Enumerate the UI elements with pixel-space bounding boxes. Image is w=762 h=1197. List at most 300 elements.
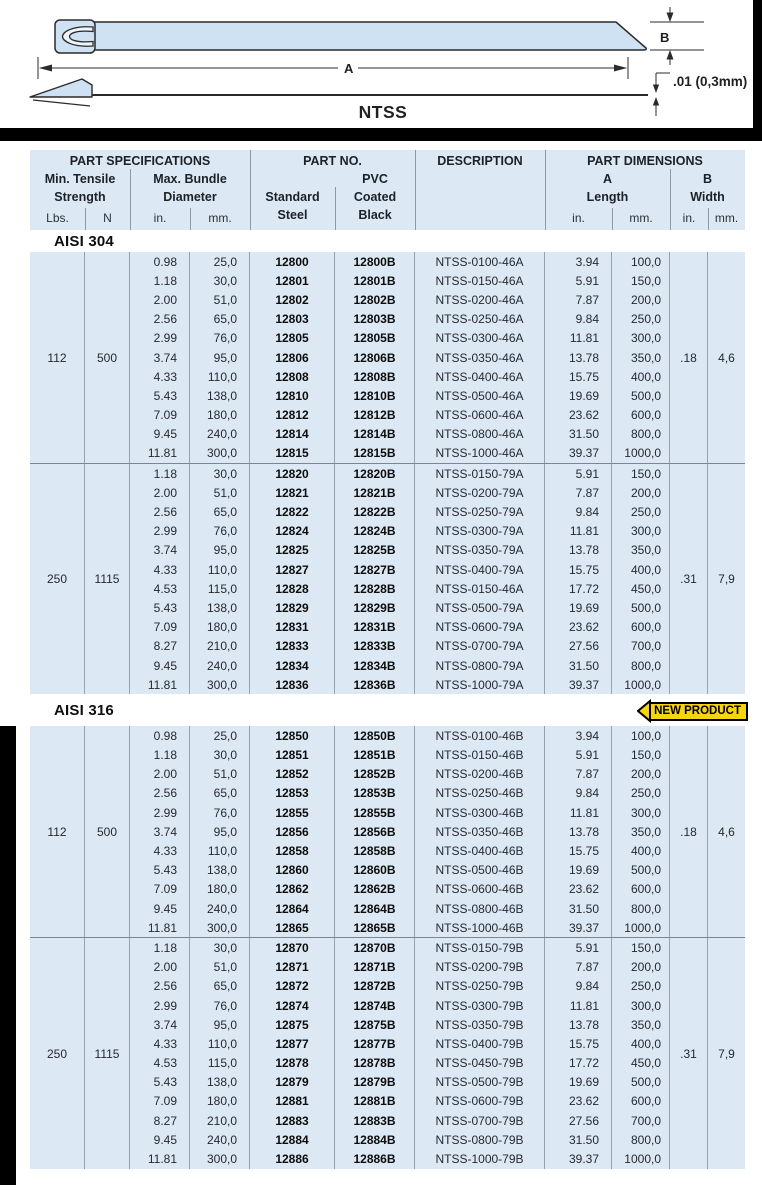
tensile-strength-lbs: 112 bbox=[30, 252, 85, 463]
description: NTSS-0100-46A bbox=[415, 252, 545, 271]
length-a-mm: 200,0 bbox=[612, 765, 670, 784]
section-title-aisi-316 bbox=[30, 694, 745, 726]
badge-arrow-icon bbox=[637, 699, 651, 723]
part-no-standard-steel: 12806 bbox=[250, 348, 335, 367]
dim-thickness-lines bbox=[656, 73, 670, 116]
part-no-standard-steel: 12851 bbox=[250, 746, 335, 765]
bundle-diameter-mm: 110,0 bbox=[190, 560, 250, 579]
width-b-mm: 7,9 bbox=[718, 572, 735, 587]
part-no-pvc-coated: 12810B bbox=[335, 386, 415, 405]
length-a-mm: 450,0 bbox=[612, 1054, 670, 1073]
bundle-diameter-mm: 180,0 bbox=[190, 880, 250, 899]
header-divider bbox=[708, 208, 709, 230]
tensile-strength-lbs: 250 bbox=[30, 464, 85, 694]
part-no-pvc-coated: 12862B bbox=[335, 880, 415, 899]
description: NTSS-0500-79A bbox=[415, 598, 545, 617]
part-no-standard-steel: 12878 bbox=[250, 1054, 335, 1073]
header-divider bbox=[190, 208, 191, 230]
section-title-aisi-304 bbox=[30, 230, 745, 252]
length-a-mm: 400,0 bbox=[612, 841, 670, 860]
tensile-strength-lbs: 250 bbox=[30, 938, 85, 1168]
bundle-diameter-in: 4.33 bbox=[130, 560, 190, 579]
col-header-part-specifications: PART SPECIFICATIONS bbox=[69, 154, 211, 168]
length-a-mm: 500,0 bbox=[612, 386, 670, 405]
part-no-pvc-coated: 12806B bbox=[335, 348, 415, 367]
dim-a-lines bbox=[38, 57, 628, 79]
length-a-in: 23.62 bbox=[545, 618, 612, 637]
length-a-in: 39.37 bbox=[545, 1149, 612, 1168]
length-a-mm: 200,0 bbox=[612, 958, 670, 977]
description: NTSS-0200-79B bbox=[415, 958, 545, 977]
new-product-badge bbox=[637, 699, 748, 723]
part-no-standard-steel: 12855 bbox=[250, 803, 335, 822]
subheader-pvc: PVC bbox=[362, 172, 388, 186]
part-no-pvc-coated: 12803B bbox=[335, 310, 415, 329]
description: NTSS-0400-79B bbox=[415, 1034, 545, 1053]
length-a-in: 15.75 bbox=[545, 841, 612, 860]
description: NTSS-0800-79A bbox=[415, 656, 545, 675]
part-no-standard-steel: 12814 bbox=[250, 425, 335, 444]
description: NTSS-0600-46A bbox=[415, 406, 545, 425]
part-no-pvc-coated: 12870B bbox=[335, 938, 415, 957]
bundle-diameter-in: 4.33 bbox=[130, 841, 190, 860]
length-a-in: 19.69 bbox=[545, 1073, 612, 1092]
tensile-strength-n: 500 bbox=[85, 252, 130, 463]
bundle-diameter-in: 4.33 bbox=[130, 367, 190, 386]
length-a-in: 7.87 bbox=[545, 765, 612, 784]
length-a-mm: 400,0 bbox=[612, 367, 670, 386]
subheader-max-bundle: Max. Bundle bbox=[153, 172, 227, 186]
description: NTSS-1000-46A bbox=[415, 444, 545, 463]
bundle-diameter-in: 2.00 bbox=[130, 290, 190, 309]
part-no-standard-steel: 12834 bbox=[250, 656, 335, 675]
length-a-mm: 150,0 bbox=[612, 938, 670, 957]
length-a-in: 23.62 bbox=[545, 406, 612, 425]
bundle-diameter-in: 7.09 bbox=[130, 618, 190, 637]
header-divider bbox=[250, 150, 251, 230]
length-a-mm: 600,0 bbox=[612, 880, 670, 899]
part-no-standard-steel: 12829 bbox=[250, 598, 335, 617]
section-name: AISI 304 bbox=[54, 232, 114, 250]
part-no-pvc-coated: 12860B bbox=[335, 861, 415, 880]
part-no-pvc-coated: 12864B bbox=[335, 899, 415, 918]
part-no-standard-steel: 12812 bbox=[250, 406, 335, 425]
description: NTSS-0700-79B bbox=[415, 1111, 545, 1130]
part-no-pvc-coated: 12825B bbox=[335, 541, 415, 560]
bundle-diameter-in: 5.43 bbox=[130, 598, 190, 617]
bundle-diameter-mm: 240,0 bbox=[190, 656, 250, 675]
unit-mm-bundle: mm. bbox=[208, 211, 232, 225]
spec-group-304-heavy bbox=[30, 463, 745, 694]
bundle-diameter-mm: 180,0 bbox=[190, 618, 250, 637]
part-no-standard-steel: 12883 bbox=[250, 1111, 335, 1130]
part-no-pvc-coated: 12820B bbox=[335, 464, 415, 483]
bundle-diameter-in: 1.18 bbox=[130, 271, 190, 290]
tensile-strength-n: 1115 bbox=[85, 938, 130, 1168]
bundle-diameter-in: 11.81 bbox=[130, 444, 190, 463]
bundle-diameter-in: 5.43 bbox=[130, 861, 190, 880]
part-no-pvc-coated: 12836B bbox=[335, 675, 415, 694]
bundle-diameter-mm: 30,0 bbox=[190, 464, 250, 483]
bundle-diameter-mm: 51,0 bbox=[190, 483, 250, 502]
bundle-diameter-in: 2.99 bbox=[130, 329, 190, 348]
part-no-pvc-coated: 12878B bbox=[335, 1054, 415, 1073]
description: NTSS-0350-46A bbox=[415, 348, 545, 367]
description: NTSS-0150-46A bbox=[415, 271, 545, 290]
length-a-in: 13.78 bbox=[545, 822, 612, 841]
length-a-in: 31.50 bbox=[545, 899, 612, 918]
description: NTSS-0800-46B bbox=[415, 899, 545, 918]
length-a-mm: 500,0 bbox=[612, 861, 670, 880]
length-a-in: 31.50 bbox=[545, 1130, 612, 1149]
bundle-diameter-mm: 30,0 bbox=[190, 271, 250, 290]
length-a-in: 9.84 bbox=[545, 784, 612, 803]
length-a-in: 13.78 bbox=[545, 1015, 612, 1034]
length-a-mm: 500,0 bbox=[612, 1073, 670, 1092]
part-no-pvc-coated: 12865B bbox=[335, 918, 415, 937]
length-a-in: 39.37 bbox=[545, 675, 612, 694]
part-no-standard-steel: 12802 bbox=[250, 290, 335, 309]
part-no-standard-steel: 12827 bbox=[250, 560, 335, 579]
length-a-in: 17.72 bbox=[545, 579, 612, 598]
header-divider bbox=[612, 208, 613, 230]
description: NTSS-0600-79A bbox=[415, 618, 545, 637]
length-a-mm: 200,0 bbox=[612, 483, 670, 502]
bundle-diameter-in: 0.98 bbox=[130, 726, 190, 745]
part-no-pvc-coated: 12871B bbox=[335, 958, 415, 977]
bundle-diameter-in: 3.74 bbox=[130, 822, 190, 841]
length-a-in: 9.84 bbox=[545, 502, 612, 521]
part-no-standard-steel: 12872 bbox=[250, 977, 335, 996]
length-a-in: 27.56 bbox=[545, 637, 612, 656]
part-no-standard-steel: 12831 bbox=[250, 618, 335, 637]
unit-in-length: in. bbox=[572, 211, 585, 225]
part-no-standard-steel: 12864 bbox=[250, 899, 335, 918]
bundle-diameter-in: 9.45 bbox=[130, 1130, 190, 1149]
unit-n: N bbox=[103, 211, 112, 225]
length-a-in: 3.94 bbox=[545, 252, 612, 271]
length-a-mm: 350,0 bbox=[612, 348, 670, 367]
table-header bbox=[30, 150, 745, 230]
spec-group-316-light bbox=[30, 726, 745, 937]
bundle-diameter-mm: 300,0 bbox=[190, 918, 250, 937]
dim-thickness-arrow-up bbox=[653, 97, 659, 106]
description: NTSS-0150-79B bbox=[415, 938, 545, 957]
length-a-in: 13.78 bbox=[545, 348, 612, 367]
length-a-in: 11.81 bbox=[545, 996, 612, 1015]
bundle-diameter-in: 4.53 bbox=[130, 579, 190, 598]
bundle-diameter-mm: 76,0 bbox=[190, 996, 250, 1015]
length-a-mm: 150,0 bbox=[612, 746, 670, 765]
part-no-pvc-coated: 12831B bbox=[335, 618, 415, 637]
part-no-standard-steel: 12853 bbox=[250, 784, 335, 803]
new-product-label: NEW PRODUCT bbox=[649, 702, 748, 721]
part-no-pvc-coated: 12828B bbox=[335, 579, 415, 598]
length-a-mm: 400,0 bbox=[612, 560, 670, 579]
length-a-mm: 1000,0 bbox=[612, 918, 670, 937]
length-a-in: 11.81 bbox=[545, 522, 612, 541]
subheader-black: Black bbox=[358, 208, 392, 222]
description: NTSS-0350-79B bbox=[415, 1015, 545, 1034]
part-no-pvc-coated: 12824B bbox=[335, 522, 415, 541]
section-name: AISI 316 bbox=[54, 701, 114, 719]
width-b-in: .18 bbox=[670, 726, 708, 937]
part-no-pvc-coated: 12879B bbox=[335, 1073, 415, 1092]
bundle-diameter-mm: 300,0 bbox=[190, 444, 250, 463]
part-no-standard-steel: 12850 bbox=[250, 726, 335, 745]
length-a-in: 15.75 bbox=[545, 560, 612, 579]
width-b-in: .18 bbox=[670, 252, 708, 463]
length-a-mm: 200,0 bbox=[612, 290, 670, 309]
part-no-standard-steel: 12810 bbox=[250, 386, 335, 405]
bundle-diameter-in: 2.56 bbox=[130, 977, 190, 996]
length-a-in: 3.94 bbox=[545, 726, 612, 745]
subheader-min-tensile: Min. Tensile bbox=[44, 172, 116, 186]
width-b-mm: 4,6 bbox=[718, 824, 735, 839]
bundle-diameter-mm: 51,0 bbox=[190, 290, 250, 309]
description: NTSS-0250-79B bbox=[415, 977, 545, 996]
product-diagram bbox=[0, 0, 762, 142]
bundle-diameter-mm: 210,0 bbox=[190, 1111, 250, 1130]
part-no-pvc-coated: 12853B bbox=[335, 784, 415, 803]
length-a-mm: 300,0 bbox=[612, 522, 670, 541]
header-divider bbox=[85, 208, 86, 230]
part-no-pvc-coated: 12875B bbox=[335, 1015, 415, 1034]
length-a-in: 9.84 bbox=[545, 310, 612, 329]
length-a-in: 39.37 bbox=[545, 918, 612, 937]
bundle-diameter-in: 9.45 bbox=[130, 656, 190, 675]
length-a-in: 11.81 bbox=[545, 329, 612, 348]
dim-b-label: B bbox=[660, 30, 670, 45]
length-a-mm: 400,0 bbox=[612, 1034, 670, 1053]
header-divider bbox=[130, 169, 131, 230]
subheader-diameter: Diameter bbox=[163, 190, 217, 204]
dim-b-arrow-bottom bbox=[667, 50, 674, 60]
description: NTSS-0350-79A bbox=[415, 541, 545, 560]
bundle-diameter-mm: 300,0 bbox=[190, 1149, 250, 1168]
bundle-diameter-mm: 240,0 bbox=[190, 1130, 250, 1149]
part-no-pvc-coated: 12833B bbox=[335, 637, 415, 656]
length-a-mm: 100,0 bbox=[612, 726, 670, 745]
subheader-steel: Steel bbox=[277, 208, 308, 222]
bundle-diameter-in: 1.18 bbox=[130, 746, 190, 765]
part-no-pvc-coated: 12883B bbox=[335, 1111, 415, 1130]
part-no-pvc-coated: 12822B bbox=[335, 502, 415, 521]
bundle-diameter-mm: 110,0 bbox=[190, 1034, 250, 1053]
strap-plan-body bbox=[60, 22, 646, 50]
col-header-description: DESCRIPTION bbox=[437, 154, 523, 168]
subheader-length: Length bbox=[586, 190, 629, 204]
bundle-diameter-in: 2.00 bbox=[130, 765, 190, 784]
strap-head bbox=[55, 20, 95, 53]
description: NTSS-1000-79A bbox=[415, 675, 545, 694]
part-no-standard-steel: 12805 bbox=[250, 329, 335, 348]
part-no-pvc-coated: 12808B bbox=[335, 367, 415, 386]
description: NTSS-1000-46B bbox=[415, 918, 545, 937]
unit-lbs: Lbs. bbox=[46, 211, 69, 225]
part-no-pvc-coated: 12881B bbox=[335, 1092, 415, 1111]
bundle-diameter-mm: 138,0 bbox=[190, 861, 250, 880]
bundle-diameter-mm: 180,0 bbox=[190, 406, 250, 425]
description: NTSS-0800-79B bbox=[415, 1130, 545, 1149]
bundle-diameter-in: 3.74 bbox=[130, 541, 190, 560]
part-no-pvc-coated: 12855B bbox=[335, 803, 415, 822]
part-no-standard-steel: 12803 bbox=[250, 310, 335, 329]
bundle-diameter-in: 4.33 bbox=[130, 1034, 190, 1053]
description: NTSS-0500-46A bbox=[415, 386, 545, 405]
bundle-diameter-mm: 51,0 bbox=[190, 958, 250, 977]
bundle-diameter-in: 2.56 bbox=[130, 502, 190, 521]
bundle-diameter-in: 8.27 bbox=[130, 637, 190, 656]
bundle-diameter-mm: 51,0 bbox=[190, 765, 250, 784]
description: NTSS-0600-79B bbox=[415, 1092, 545, 1111]
subheader-strength: Strength bbox=[54, 190, 106, 204]
part-no-pvc-coated: 12886B bbox=[335, 1149, 415, 1168]
part-no-standard-steel: 12824 bbox=[250, 522, 335, 541]
bundle-diameter-in: 11.81 bbox=[130, 675, 190, 694]
length-a-mm: 800,0 bbox=[612, 1130, 670, 1149]
description: NTSS-0250-46A bbox=[415, 310, 545, 329]
length-a-mm: 1000,0 bbox=[612, 675, 670, 694]
part-no-standard-steel: 12833 bbox=[250, 637, 335, 656]
part-no-pvc-coated: 12851B bbox=[335, 746, 415, 765]
length-a-in: 5.91 bbox=[545, 938, 612, 957]
bundle-diameter-in: 0.98 bbox=[130, 252, 190, 271]
part-no-pvc-coated: 12858B bbox=[335, 841, 415, 860]
bundle-diameter-in: 2.00 bbox=[130, 483, 190, 502]
length-a-in: 9.84 bbox=[545, 977, 612, 996]
length-a-in: 19.69 bbox=[545, 861, 612, 880]
width-b-mm: 7,9 bbox=[718, 1046, 735, 1061]
page-edge-left-bar bbox=[0, 726, 16, 1185]
bundle-diameter-mm: 95,0 bbox=[190, 822, 250, 841]
length-a-in: 7.87 bbox=[545, 958, 612, 977]
bundle-diameter-in: 2.99 bbox=[130, 522, 190, 541]
bundle-diameter-mm: 115,0 bbox=[190, 579, 250, 598]
length-a-in: 5.91 bbox=[545, 271, 612, 290]
part-no-pvc-coated: 12815B bbox=[335, 444, 415, 463]
part-no-pvc-coated: 12884B bbox=[335, 1130, 415, 1149]
part-no-pvc-coated: 12821B bbox=[335, 483, 415, 502]
description: NTSS-0500-79B bbox=[415, 1073, 545, 1092]
bundle-diameter-in: 1.18 bbox=[130, 938, 190, 957]
part-no-standard-steel: 12815 bbox=[250, 444, 335, 463]
description: NTSS-0400-46A bbox=[415, 367, 545, 386]
length-a-mm: 800,0 bbox=[612, 656, 670, 675]
part-no-standard-steel: 12874 bbox=[250, 996, 335, 1015]
length-a-in: 13.78 bbox=[545, 541, 612, 560]
part-no-pvc-coated: 12827B bbox=[335, 560, 415, 579]
length-a-in: 7.87 bbox=[545, 290, 612, 309]
length-a-mm: 250,0 bbox=[612, 977, 670, 996]
dim-b-lines bbox=[650, 7, 704, 65]
bundle-diameter-in: 8.27 bbox=[130, 1111, 190, 1130]
width-b-in: .31 bbox=[670, 464, 708, 694]
bundle-diameter-mm: 76,0 bbox=[190, 329, 250, 348]
bundle-diameter-in: 2.99 bbox=[130, 996, 190, 1015]
length-a-mm: 250,0 bbox=[612, 310, 670, 329]
header-divider bbox=[415, 150, 416, 230]
bundle-diameter-in: 5.43 bbox=[130, 386, 190, 405]
bundle-diameter-in: 1.18 bbox=[130, 464, 190, 483]
bundle-diameter-in: 2.99 bbox=[130, 803, 190, 822]
ntss-diagram-svg bbox=[0, 0, 762, 142]
length-a-in: 23.62 bbox=[545, 1092, 612, 1111]
dim-b-arrow-top bbox=[667, 13, 674, 23]
part-no-standard-steel: 12852 bbox=[250, 765, 335, 784]
part-no-standard-steel: 12800 bbox=[250, 252, 335, 271]
part-no-pvc-coated: 12829B bbox=[335, 598, 415, 617]
description: NTSS-0400-79A bbox=[415, 560, 545, 579]
length-a-in: 15.75 bbox=[545, 367, 612, 386]
part-no-standard-steel: 12821 bbox=[250, 483, 335, 502]
length-a-mm: 1000,0 bbox=[612, 444, 670, 463]
description: NTSS-0600-46B bbox=[415, 880, 545, 899]
description: NTSS-0800-46A bbox=[415, 425, 545, 444]
header-divider bbox=[335, 187, 336, 230]
subheader-a: A bbox=[602, 172, 613, 186]
bundle-diameter-mm: 30,0 bbox=[190, 746, 250, 765]
bundle-diameter-mm: 138,0 bbox=[190, 598, 250, 617]
bundle-diameter-mm: 25,0 bbox=[190, 252, 250, 271]
tensile-strength-n: 1115 bbox=[85, 464, 130, 694]
dim-a-label: A bbox=[344, 61, 354, 76]
length-a-mm: 350,0 bbox=[612, 822, 670, 841]
part-no-standard-steel: 12822 bbox=[250, 502, 335, 521]
description: NTSS-0300-46A bbox=[415, 329, 545, 348]
bundle-diameter-mm: 76,0 bbox=[190, 803, 250, 822]
length-a-mm: 250,0 bbox=[612, 502, 670, 521]
length-a-in: 23.62 bbox=[545, 880, 612, 899]
bundle-diameter-mm: 240,0 bbox=[190, 425, 250, 444]
description: NTSS-0300-79B bbox=[415, 996, 545, 1015]
length-a-mm: 100,0 bbox=[612, 252, 670, 271]
length-a-in: 7.87 bbox=[545, 483, 612, 502]
part-no-pvc-coated: 12834B bbox=[335, 656, 415, 675]
description: NTSS-0700-79A bbox=[415, 637, 545, 656]
length-a-mm: 500,0 bbox=[612, 598, 670, 617]
dim-a-arrow-right bbox=[614, 65, 627, 72]
thickness-label: .01 (0,3mm) bbox=[673, 74, 748, 89]
dim-thickness-arrow-down bbox=[653, 85, 659, 94]
part-no-standard-steel: 12825 bbox=[250, 541, 335, 560]
description: NTSS-0150-79A bbox=[415, 464, 545, 483]
length-a-mm: 350,0 bbox=[612, 1015, 670, 1034]
length-a-mm: 150,0 bbox=[612, 271, 670, 290]
bundle-diameter-in: 3.74 bbox=[130, 1015, 190, 1034]
description: NTSS-0400-46B bbox=[415, 841, 545, 860]
bundle-diameter-in: 2.00 bbox=[130, 958, 190, 977]
unit-in-width: in. bbox=[682, 211, 696, 225]
description: NTSS-0500-46B bbox=[415, 861, 545, 880]
bundle-diameter-in: 5.43 bbox=[130, 1073, 190, 1092]
bundle-diameter-mm: 65,0 bbox=[190, 502, 250, 521]
part-no-standard-steel: 12820 bbox=[250, 464, 335, 483]
spec-table bbox=[30, 150, 745, 1169]
part-no-pvc-coated: 12850B bbox=[335, 726, 415, 745]
length-a-mm: 1000,0 bbox=[612, 1149, 670, 1168]
description: NTSS-0200-46B bbox=[415, 765, 545, 784]
bundle-diameter-mm: 138,0 bbox=[190, 386, 250, 405]
bundle-diameter-mm: 110,0 bbox=[190, 367, 250, 386]
description: NTSS-0300-46B bbox=[415, 803, 545, 822]
page-edge-right-bar bbox=[753, 0, 762, 141]
length-a-mm: 300,0 bbox=[612, 996, 670, 1015]
length-a-mm: 300,0 bbox=[612, 803, 670, 822]
part-no-standard-steel: 12870 bbox=[250, 938, 335, 957]
part-no-pvc-coated: 12877B bbox=[335, 1034, 415, 1053]
bundle-diameter-mm: 95,0 bbox=[190, 348, 250, 367]
